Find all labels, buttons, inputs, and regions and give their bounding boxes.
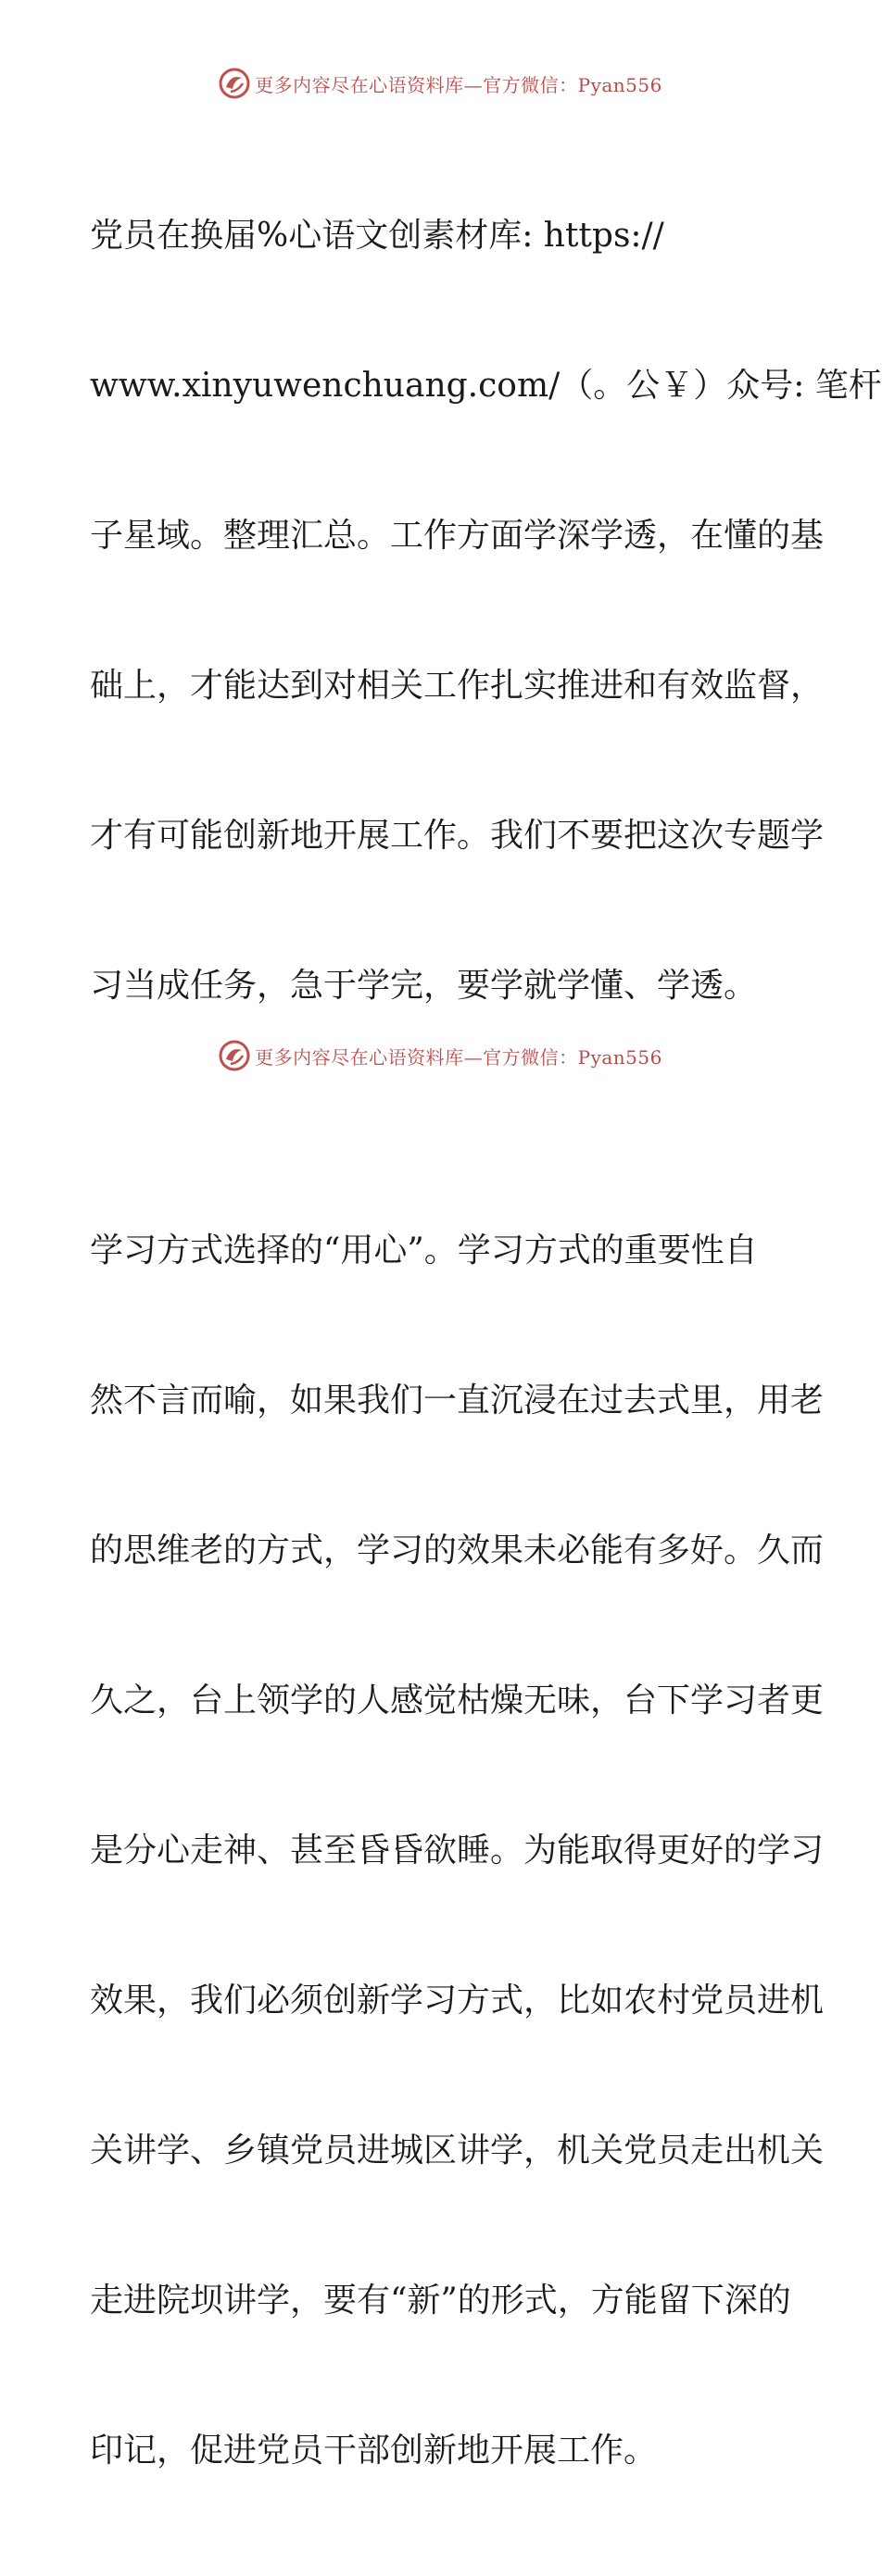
text-line: 关讲学、乡镇党员进城区讲学，机关党员走出机关 [90,2132,825,2170]
swirl-logo-icon [218,1039,251,1072]
header-watermark-banner [0,63,880,104]
banner-text: 更多内容尽在心语资料库—官方微信：Pyan556 [255,1045,662,1069]
text-line: 印记，促进党员干部创新地开展工作。 [90,2432,658,2470]
banner-text: 更多内容尽在心语资料库—官方微信：Pyan556 [255,73,662,96]
text-line: 久之，台上领学的人感觉枯燥无味，台下学习者更 [90,1682,825,1719]
footer-watermark-banner [0,1035,880,1076]
text-line: 党员在换届%心语文创素材库: https:// [90,217,664,255]
document-body [90,111,882,2576]
text-line: 础上，才能达到对相关工作扎实推进和有效监督， [90,667,825,705]
text-line: 才有可能创新地开展工作。我们不要把这次专题学 [90,817,825,855]
text-line: 是分心走神、甚至昏昏欲睡。为能取得更好的学习 [90,1832,825,1869]
text-line: 效果，我们必须创新学习方式，比如农村党员进机 [90,1982,825,2020]
text-line: 然不言而喻，如果我们一直沉浸在过去式里，用老 [90,1382,825,1419]
text-line: www.xinyuwenchuang.com/（。公￥）众号: 笔杆 [90,367,882,405]
text-line: 习当成任务，急于学完，要学就学懂、学透。 [90,967,758,1005]
text-line: 的思维老的方式，学习的效果未必能有多好。久而 [90,1532,825,1569]
text-line: 走进院坝讲学，要有“新”的形式，方能留下深的 [90,2282,791,2320]
text-line: 子星域。整理汇总。工作方面学深学透，在懂的基 [90,517,825,555]
paragraph-2 [90,1126,825,2576]
text-line: 学习方式选择的“用心”。学习方式的重要性自 [90,1232,758,1269]
paragraph-1 [90,111,882,1111]
swirl-logo-icon [218,67,251,100]
